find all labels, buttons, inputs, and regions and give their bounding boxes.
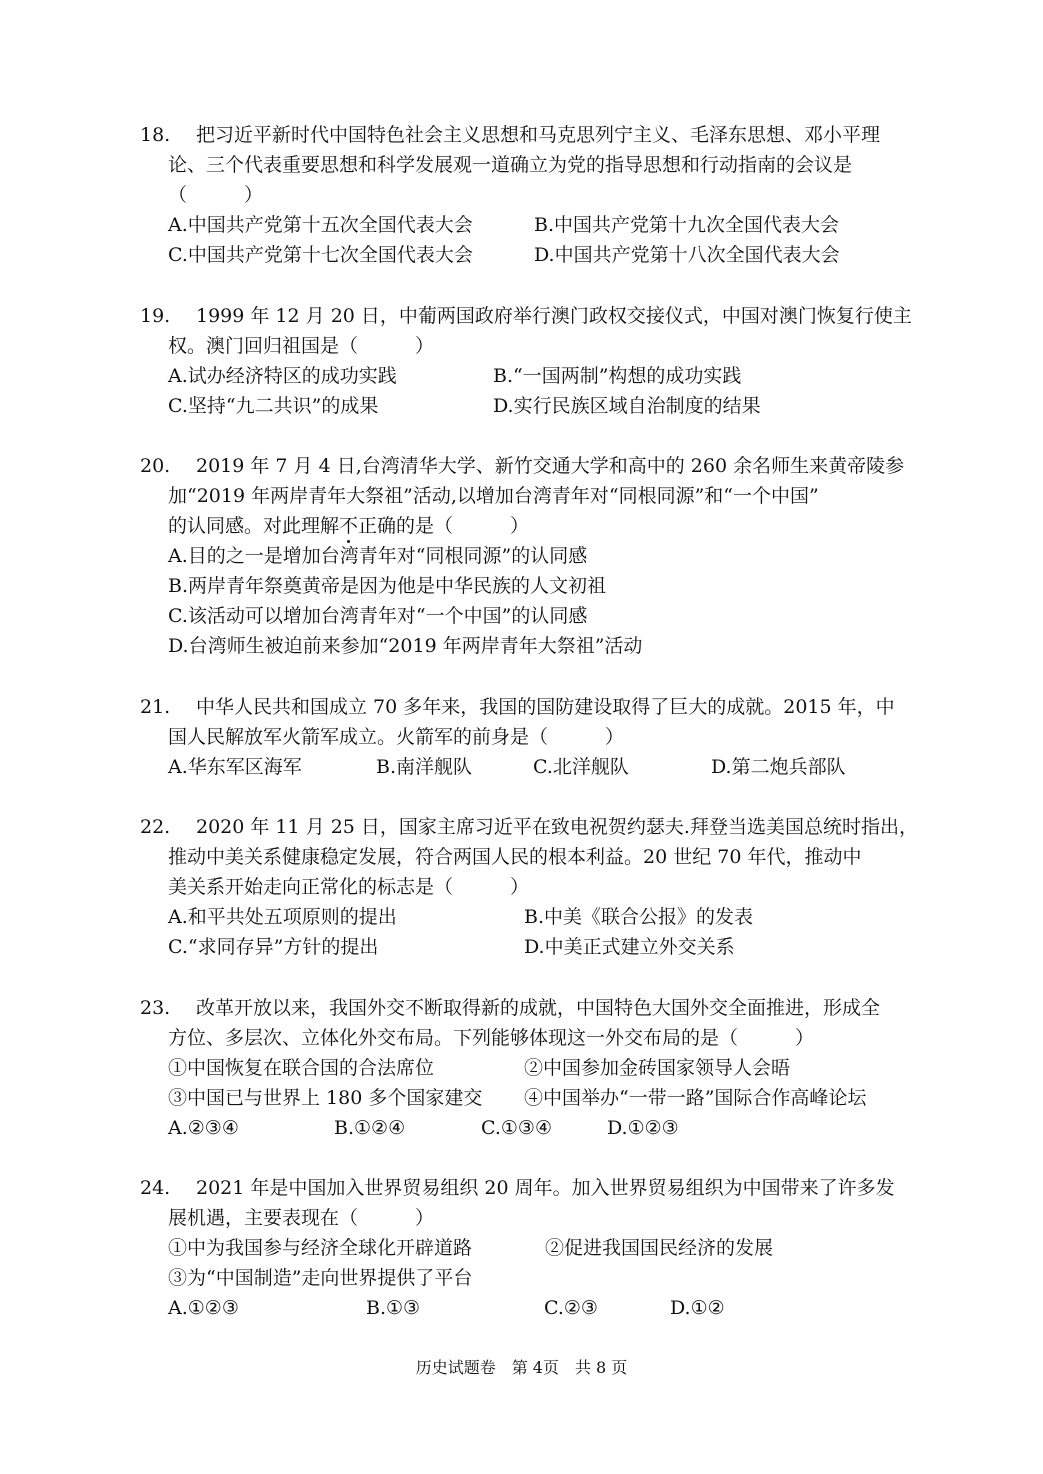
statement-item: ④中国举办“一带一路”国际合作高峰论坛 [524, 1087, 867, 1109]
statement-item: ③为“中国制造”走向世界提供了平台 [168, 1267, 473, 1289]
question-stem-line: 推动中美关系健康稳定发展，符合两国人民的根本利益。20 世纪 70 年代，推动中 [168, 846, 862, 868]
statement-item: ③中国已与世界上 180 多个国家建交 [168, 1087, 483, 1109]
option-a[interactable]: A.①②③ [168, 1297, 239, 1319]
question-stem-line [168, 512, 529, 540]
option-b[interactable]: B.两岸青年祭奠黄帝是因为他是中华民族的人文初祖 [168, 575, 607, 597]
option-d[interactable]: D.第二炮兵部队 [711, 756, 846, 778]
question-number: 21. [140, 696, 171, 718]
statement-item: ②中国参加金砖国家领导人会晤 [524, 1057, 791, 1079]
option-b[interactable]: B.“一国两制”构想的成功实践 [493, 365, 742, 387]
option-b[interactable]: B.中美《联合公报》的发表 [524, 906, 754, 928]
option-c[interactable]: C.中国共产党第十七次全国代表大会 [168, 244, 473, 266]
option-c[interactable]: C.①③④ [481, 1117, 552, 1139]
question-stem-line: 2020 年 11 月 25 日，国家主席习近平在致电祝贺约瑟夫.拜登当选美国总统时指出， [196, 816, 918, 838]
question-number: 20. [140, 455, 171, 477]
option-a[interactable]: A.中国共产党第十五次全国代表大会 [168, 214, 473, 236]
question-number: 18. [140, 124, 171, 146]
question-stem-line: 国人民解放军火箭军成立。火箭军的前身是（ ） [168, 726, 625, 748]
statement-item: ①中国恢复在联合国的合法席位 [168, 1057, 435, 1079]
page-footer: 历史试题卷 第 4页 共 8 页 [415, 1358, 628, 1377]
option-d[interactable]: D.①②③ [607, 1117, 679, 1139]
question-stem-line: 中华人民共和国成立 70 多年来，我国的国防建设取得了巨大的成就。2015 年，中 [196, 696, 895, 718]
statement-item: ②促进我国国民经济的发展 [545, 1237, 774, 1259]
question-stem-line: 方位、多层次、立体化外交布局。下列能够体现这一外交布局的是（ ） [168, 1027, 815, 1049]
question-stem-line: 美关系开始走向正常化的标志是（ ） [168, 876, 530, 898]
question-stem-line: 改革开放以来，我国外交不断取得新的成就，中国特色大国外交全面推进，形成全 [196, 997, 881, 1019]
question-stem-line: 加“2019 年两岸青年大祭祖”活动,以增加台湾青年对“同根同源”和“一个中国” [168, 485, 819, 507]
option-a[interactable]: A.和平共处五项原则的提出 [168, 906, 397, 928]
statement-item: ①中为我国参与经济全球化开辟道路 [168, 1237, 473, 1259]
question-stem-line: 2019 年 7 月 4 日,台湾清华大学、新竹交通大学和高中的 260 余名师生来黄帝陵参 [196, 455, 905, 477]
option-b[interactable]: B.中国共产党第十九次全国代表大会 [534, 214, 840, 236]
option-b[interactable]: B.南洋舰队 [376, 756, 473, 778]
question-stem-line: 展机遇，主要表现在（ ） [168, 1207, 435, 1229]
question-stem-line: 权。澳门回归祖国是（ ） [168, 335, 435, 357]
stem-text: 的认同感。对此理解 [168, 515, 340, 537]
option-a[interactable]: A.②③④ [168, 1117, 239, 1139]
question-number: 19. [140, 305, 171, 327]
question-number: 24. [140, 1177, 171, 1199]
option-d[interactable]: D.中国共产党第十八次全国代表大会 [534, 244, 840, 266]
option-c[interactable]: C.北洋舰队 [533, 756, 629, 778]
option-a[interactable]: A.试办经济特区的成功实践 [168, 365, 397, 387]
option-d[interactable]: D.台湾师生被迫前来参加“2019 年两岸青年大祭祖”活动 [168, 635, 643, 657]
emphasis-dotted-word: 不 [339, 515, 359, 537]
question-stem-line: 2021 年是中国加入世界贸易组织 20 周年。加入世界贸易组织为中国带来了许多发 [196, 1177, 895, 1199]
option-b[interactable]: B.①③ [366, 1297, 421, 1319]
option-d[interactable]: D.实行民族区域自治制度的结果 [493, 395, 761, 417]
answer-blank: （ ） [168, 184, 264, 206]
question-stem-line: 1999 年 12 月 20 日，中葡两国政府举行澳门政权交接仪式，中国对澳门恢复行使主 [196, 305, 912, 327]
option-a[interactable]: A.华东军区海军 [168, 756, 302, 778]
option-d[interactable]: D.中美正式建立外交关系 [524, 936, 735, 958]
option-c[interactable]: C.②③ [544, 1297, 598, 1319]
question-number: 22. [140, 816, 171, 838]
option-c[interactable]: C.坚持“九二共识”的成果 [168, 395, 379, 417]
question-stem-line: 论、三个代表重要思想和科学发展观一道确立为党的指导思想和行动指南的会议是 [168, 154, 853, 176]
option-a[interactable]: A.目的之一是增加台湾青年对“同根同源”的认同感 [168, 545, 588, 567]
stem-text: 正确的是（ ） [358, 515, 530, 537]
option-b[interactable]: B.①②④ [334, 1117, 406, 1139]
option-c[interactable]: C.该活动可以增加台湾青年对“一个中国”的认同感 [168, 605, 588, 627]
option-c[interactable]: C.“求同存异”方针的提出 [168, 936, 379, 958]
option-d[interactable]: D.①② [670, 1297, 725, 1319]
question-number: 23. [140, 997, 171, 1019]
question-stem-line: 把习近平新时代中国特色社会主义思想和马克思列宁主义、毛泽东思想、邓小平理 [196, 124, 881, 146]
